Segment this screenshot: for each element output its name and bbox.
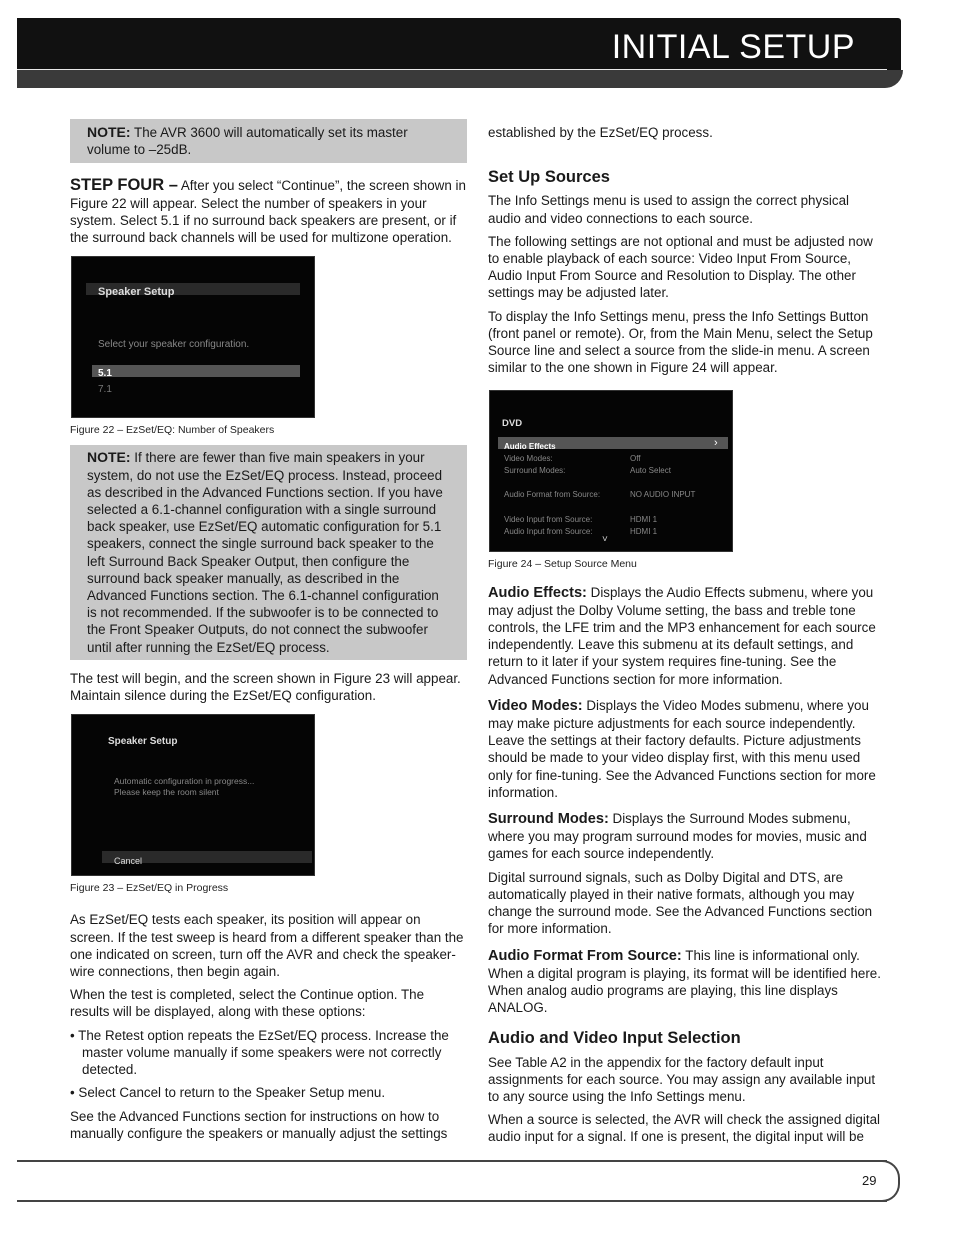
page-header-band bbox=[17, 18, 903, 88]
left-column bbox=[70, 119, 467, 1148]
section-heading: Audio and Video Input Selection bbox=[488, 1029, 741, 1048]
note-text: The AVR 3600 will automatically set its master volume to –25dB. bbox=[87, 125, 408, 158]
menu-row-value: NO AUDIO INPUT bbox=[630, 490, 696, 500]
figure-24-screen bbox=[489, 390, 733, 552]
inline-heading: Video Modes: bbox=[488, 697, 583, 714]
note-box bbox=[70, 119, 467, 163]
screen-prompt: Select your speaker configuration. bbox=[98, 339, 250, 351]
screen-line: Please keep the room silent bbox=[114, 787, 219, 798]
menu-row-value: Off bbox=[630, 454, 641, 464]
cancel-option: Cancel bbox=[114, 856, 143, 867]
section-heading: Set Up Sources bbox=[488, 168, 610, 187]
paragraph: As EzSet/EQ tests each speaker, its position will appear on screen. If the test sweep is heard from a different speaker than the one indicated on screen, turn off the AVR and check the speaker-wire connections, then begin again. bbox=[70, 912, 464, 980]
menu-row-value: HDMI 1 bbox=[630, 527, 658, 537]
menu-row-value: HDMI 1 bbox=[630, 515, 658, 525]
paragraph: When the test is completed, select the Continue option. The results will be displayed, along with these options: bbox=[70, 987, 425, 1020]
figure-23-screen bbox=[71, 714, 315, 876]
note-text: If there are fewer than five main speakers in your system, do not use the EzSet/EQ process. Instead, proceed as described in the Advanced Functions section. If you have selected a 6.1-channel configuration with a single surround back speaker, use EzSet/EQ automatic configuration for 5.1 speakers, connect the single surround back speaker to the left Surround Back Speaker Output, then configure the surround back speaker manually, as described in the Advanced Functions section. The 6.1-channel configuration is not recommended. If the subwoofer is to be connected to the Front Speaker Outputs, do not connect the subwoofer until after running the EzSet/EQ process. bbox=[87, 450, 443, 655]
inline-heading: Audio Format From Source: bbox=[488, 947, 682, 964]
option-5-1: 5.1 bbox=[98, 368, 112, 380]
menu-row-label: Audio Input from Source: bbox=[504, 527, 593, 537]
bullet-item: • The Retest option repeats the EzSet/EQ process. Increase the master volume manually if some speakers were not correctly detected. bbox=[70, 1027, 449, 1078]
footer-rule bbox=[17, 1160, 887, 1162]
menu-row-label: Surround Modes: bbox=[504, 466, 566, 476]
paragraph: See Table A2 in the appendix for the factory default input assignments for each source. You may assign any available input to any source using the Info Settings menu. bbox=[488, 1054, 876, 1104]
right-column bbox=[488, 119, 885, 1152]
paragraph: Audio Effects: Displays the Audio Effects submenu, where you may adjust the Dolby Volume setting, the bass and treble tone controls, the LFE trim and the MP3 enhancement for each source independently. Leave this submenu at its default settings, and return to it later if your system requires fine-tuning. See the Advanced Functions section for more information. bbox=[488, 584, 876, 687]
figure-22-caption: Figure 22 – EzSet/EQ: Number of Speakers bbox=[70, 424, 275, 437]
menu-row-label: Audio Effects bbox=[504, 442, 556, 452]
step-four-paragraph: STEP FOUR – After you select “Continue”, the screen shown in Figure 22 will appear. Select the number of speakers in your system. Select 5.1 if no surround back speakers are present, or if the surround back channels will be used for multizone operation. bbox=[70, 176, 466, 246]
menu-row-label: Video Modes: bbox=[504, 454, 553, 464]
paragraph: The Info Settings menu is used to assign the correct physical audio and video connections to each source. bbox=[488, 193, 849, 226]
note-label: NOTE: bbox=[87, 124, 131, 140]
chevron-right-icon: › bbox=[714, 437, 718, 450]
footer-rule bbox=[17, 1200, 887, 1202]
paragraph: See the Advanced Functions section for instructions on how to manually configure the speakers or manually adjust the settings bbox=[70, 1108, 448, 1141]
page-title: INITIAL SETUP bbox=[611, 28, 855, 66]
paragraph: Audio Format From Source: This line is informational only. When a digital program is playing, its format will be identified here. When analog audio programs are playing, this line displays ANALOG. bbox=[488, 947, 881, 1016]
menu-row-label: Audio Format from Source: bbox=[504, 490, 601, 500]
screen-title: DVD bbox=[502, 418, 523, 430]
menu-row-value: Auto Select bbox=[630, 466, 671, 476]
paragraph: Surround Modes: Displays the Surround Modes submenu, where you may program surround modes for movies, music and games for each source independently. bbox=[488, 811, 867, 862]
bullet-item: • Select Cancel to return to the Speaker Setup menu. bbox=[70, 1085, 386, 1101]
note-label: NOTE: bbox=[87, 449, 131, 466]
paragraph: Digital surround signals, such as Dolby Digital and DTS, are automatically played in their native formats, although you may change the surround mode. See the Advanced Functions section for more information. bbox=[488, 869, 873, 937]
paragraph: The following settings are not optional and must be adjusted now to enable playback of each source: Video Input From Source, Audio Input From Source and Resolution to Display. The other settings may be adjusted later. bbox=[488, 233, 873, 301]
paragraph: To display the Info Settings menu, press the Info Settings Button (front panel or remote). Or, from the Main Menu, select the Setup Source line and select a source from the slide-in menu. A screen similar to the one shown in Figure 24 will appear. bbox=[488, 308, 873, 376]
inline-heading: Audio Effects: bbox=[488, 584, 587, 601]
step-four-heading: STEP FOUR – bbox=[70, 176, 178, 195]
figure-24-caption: Figure 24 – Setup Source Menu bbox=[488, 558, 637, 571]
note-box bbox=[70, 445, 467, 659]
paragraph: Video Modes: Displays the Video Modes submenu, where you may make picture adjustments for each source independently. Leave the settings at their factory defaults. Picture adjustments should be made to your video display first, with this menu used only for fine-tuning. See the Advanced Functions section for more information. bbox=[488, 697, 876, 800]
screen-title: Speaker Setup bbox=[98, 286, 175, 299]
chevron-down-icon: ˅ bbox=[602, 534, 608, 546]
screen-title: Speaker Setup bbox=[108, 736, 178, 748]
menu-row-label: Video Input from Source: bbox=[504, 515, 593, 525]
inline-heading: Surround Modes: bbox=[488, 811, 609, 828]
option-7-1: 7.1 bbox=[98, 384, 112, 396]
paragraph: The test will begin, and the screen shown in Figure 23 will appear. Maintain silence during the EzSet/EQ configuration. bbox=[70, 670, 461, 704]
figure-22-screen bbox=[71, 256, 315, 418]
selected-option-highlight bbox=[92, 365, 300, 377]
figure-23-caption: Figure 23 – EzSet/EQ in Progress bbox=[70, 882, 229, 895]
page-number: 29 bbox=[862, 1173, 877, 1188]
screen-line: Automatic configuration in progress... bbox=[114, 776, 255, 787]
paragraph: established by the EzSet/EQ process. bbox=[488, 125, 713, 140]
paragraph: When a source is selected, the AVR will check the assigned digital audio input for a signal. If one is present, the digital input will be bbox=[488, 1112, 881, 1145]
